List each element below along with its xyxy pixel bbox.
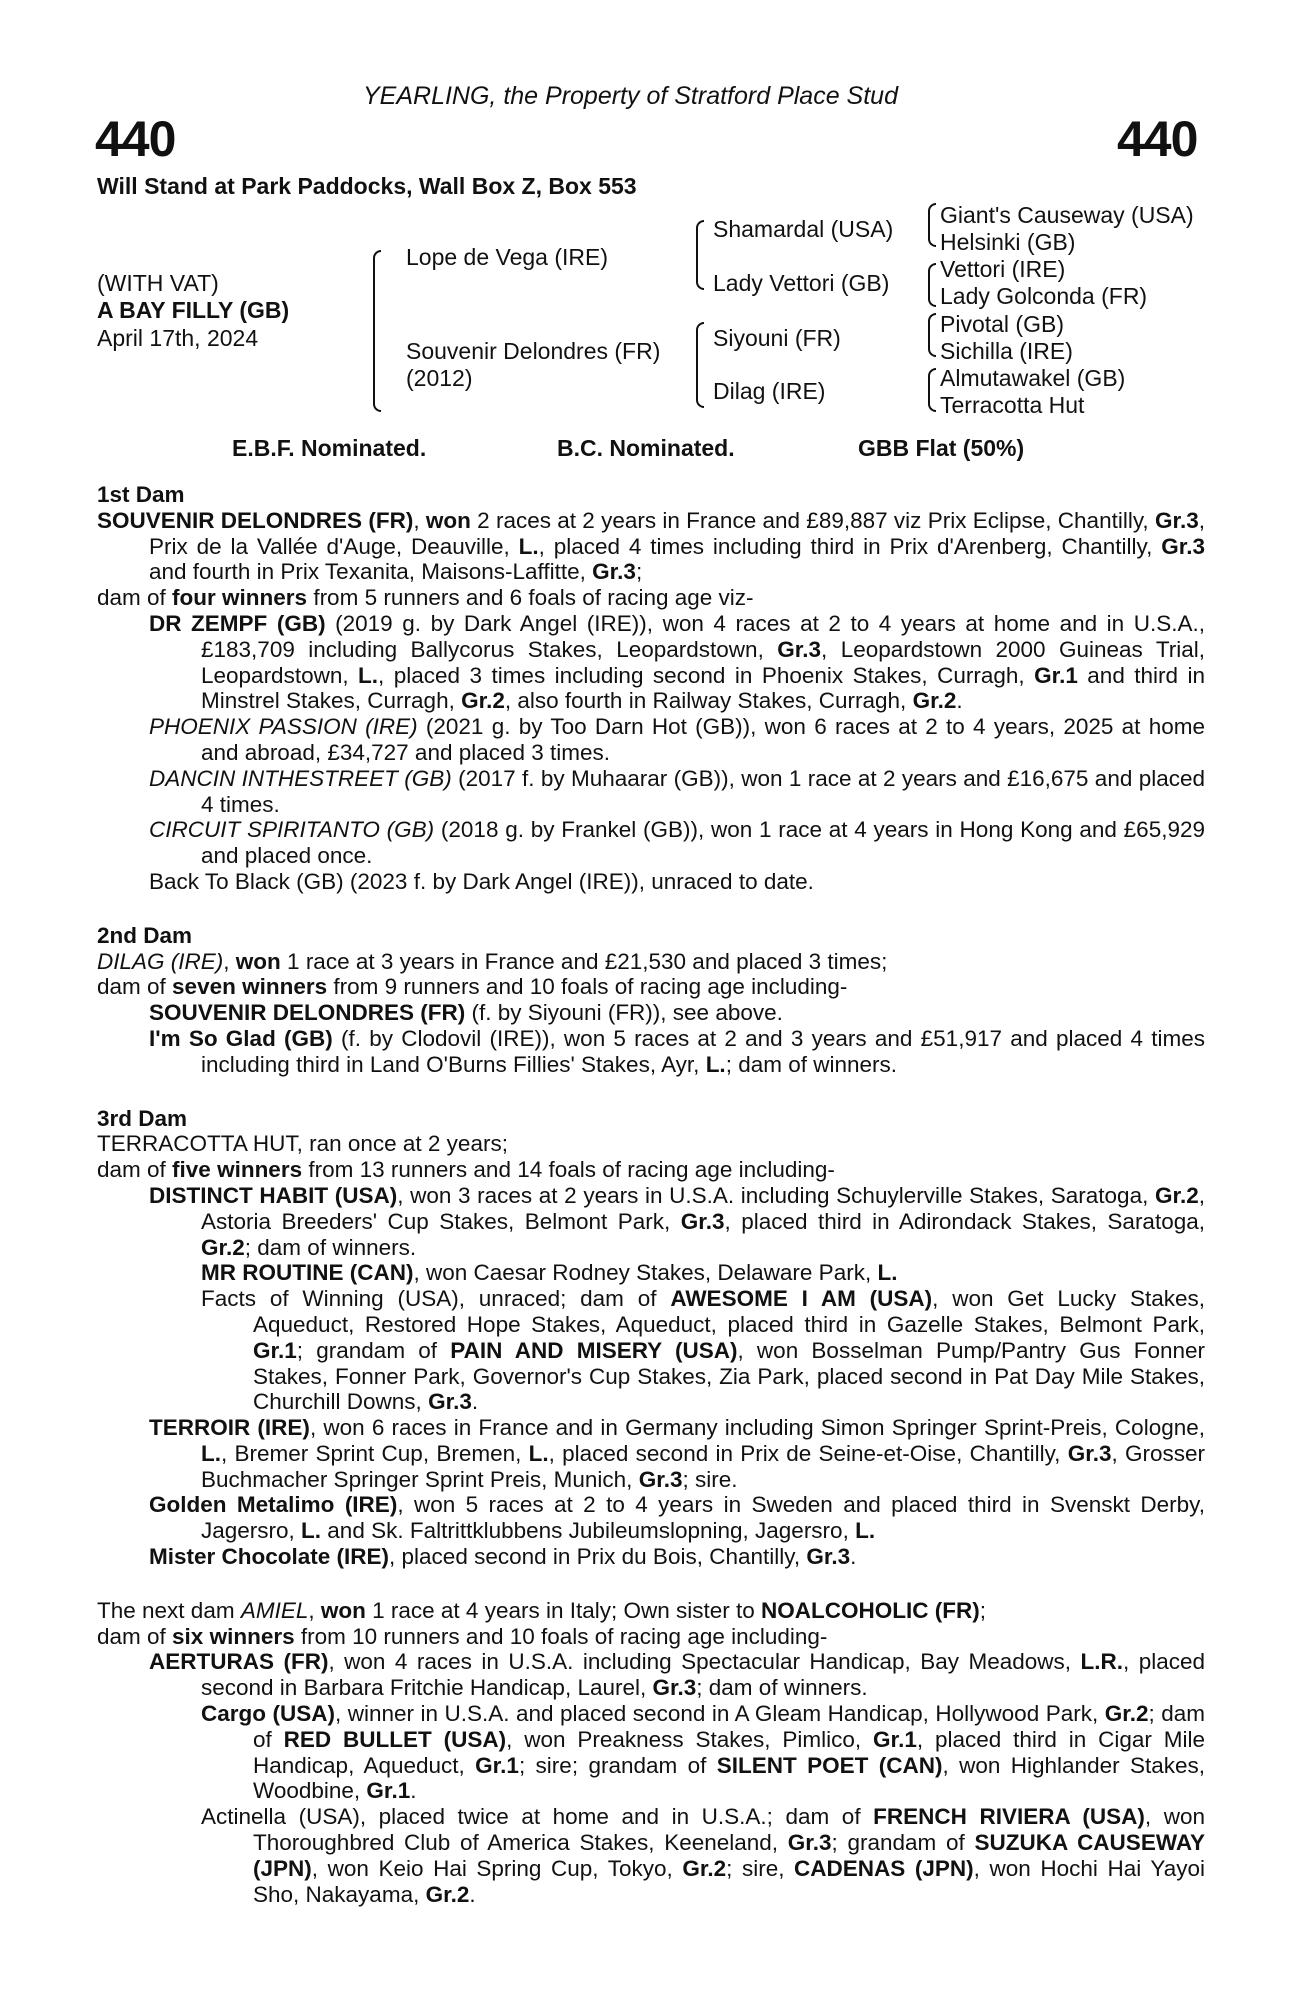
dd-dam: Terracotta Hut	[940, 392, 1085, 418]
produce-golden-metalimo: Golden Metalimo (IRE), won 5 races at 2 to 4 years in Sweden and placed third in Svenskt Derby, Jagersro, L. and Sk. Faltrittklubbens Jubileumslopning, Jagersro, L.	[149, 1492, 1205, 1544]
produce-souvenir-delondres: SOUVENIR DELONDRES (FR) (f. by Siyouni (FR)), see above.	[149, 1000, 783, 1026]
lot-number-left: 440	[95, 111, 176, 167]
produce-mister-chocolate: Mister Chocolate (IRE), placed second in Prix du Bois, Chantilly, Gr.3.	[149, 1544, 857, 1570]
third-dam-produce-summary: dam of five winners from 13 runners and 14 foals of racing age including-	[97, 1157, 835, 1183]
produce-dr-zempf: DR ZEMPF (GB) (2019 g. by Dark Angel (IRE)), won 4 races at 2 to 4 years at home and in U.S.A., £183,709 including Ballycorus Stakes, Leopardstown, Gr.3, Leopardstown 2000 Guineas Trial, Leopardstown, L., placed 3 times including second in Phoenix Stakes, Curragh, Gr.1 and third in Minstrel Stakes, Curragh, Gr.2, also fourth in Railway Stakes, Curragh, Gr.2.	[149, 610, 1205, 714]
next-dam-entry: The next dam AMIEL, won 1 race at 4 years in Italy; Own sister to NOALCOHOLIC (FR);	[97, 1597, 987, 1623]
lot-number-right: 440	[1117, 111, 1198, 167]
ss-dam: Helsinki (GB)	[940, 229, 1076, 255]
ebf-nominated: E.B.F. Nominated.	[232, 435, 427, 461]
ss-sire: Giant's Causeway (USA)	[940, 202, 1194, 228]
dam: Souvenir Delondres (FR)	[406, 338, 661, 364]
pedigree-brace-dd	[928, 368, 936, 412]
produce-dancin-inthestreet: DANCIN INTHESTREET (GB) (2017 f. by Muhaarar (GB)), won 1 race at 2 years and £16,675 and placed 4 times.	[149, 765, 1206, 817]
produce-facts-of-winning: Facts of Winning (USA), unraced; dam of AWESOME I AM (USA), won Get Lucky Stakes, Aqueduct, Restored Hope Stakes, Aqueduct, placed third in Gazelle Stakes, Belmont Park, Gr.1; grandam of PAIN AND MISERY (USA), won Bosselman Pump/Pantry Gus Fonner Stakes, Fonner Park, Governor's Cup Stakes, Zia Park, placed second in Pat Day Mile Stakes, Churchill Downs, Gr.3.	[201, 1286, 1206, 1415]
produce-circuit-spiritanto: CIRCUIT SPIRITANTO (GB) (2018 g. by Frankel (GB)), won 1 race at 4 years in Hong Kong and £65,929 and placed once.	[149, 817, 1205, 869]
produce-actinella: Actinella (USA), placed twice at home and in U.S.A.; dam of FRENCH RIVIERA (USA), won Thoroughbred Club of America Stakes, Keeneland, Gr.3; grandam of SUZUKA CAUSEWAY (JPN), won Keio Hai Spring Cup, Tokyo, Gr.2; sire, CADENAS (JPN), won Hochi Hai Yayoi Sho, Nakayama, Gr.2.	[201, 1804, 1206, 1907]
gbb-flat: GBB Flat (50%)	[858, 435, 1025, 461]
first-dam-heading: 1st Dam	[97, 482, 185, 507]
first-dam-produce-summary: dam of four winners from 5 runners and 6 foals of racing age viz-	[97, 585, 754, 611]
catalogue-body	[97, 482, 1205, 1907]
first-dam-entry: SOUVENIR DELONDRES (FR), won 2 races at 2 years in France and £89,887 viz Prix Eclipse, Chantilly, Gr.3, Prix de la Vallée d'Auge, Deauville, L., placed 4 times including third in Prix d'Arenberg, Chantilly, Gr.3 and fourth in Prix Texanita, Maisons-Laffitte, Gr.3;	[97, 507, 1205, 585]
pedigree-brace-dam	[696, 322, 704, 408]
third-dam-entry: TERRACOTTA HUT, ran once at 2 years;	[97, 1131, 508, 1157]
dam-dam: Dilag (IRE)	[713, 378, 826, 404]
second-dam-produce-summary: dam of seven winners from 9 runners and 10 foals of racing age including-	[97, 974, 848, 1000]
bc-nominated: B.C. Nominated.	[557, 435, 735, 461]
property-title: YEARLING, the Property of Stratford Place Stud	[363, 82, 898, 110]
filly-name: A BAY FILLY (GB)	[97, 297, 290, 323]
third-dam-heading: 3rd Dam	[97, 1105, 188, 1131]
next-dam-produce-summary: dam of six winners from 10 runners and 10 foals of racing age including-	[97, 1623, 828, 1649]
produce-terroir: TERROIR (IRE), won 6 races in France and in Germany including Simon Springer Sprint-Preis, Cologne, L., Bremer Sprint Cup, Bremen, L., placed second in Prix de Seine-et-Oise, Chantilly, Gr.3, Grosser Buchmacher Springer Sprint Preis, Munich, Gr.3; sire.	[149, 1415, 1205, 1492]
pedigree-brace-sire	[696, 220, 704, 290]
produce-mr-routine: MR ROUTINE (CAN), won Caesar Rodney Stakes, Delaware Park, L.	[201, 1260, 898, 1286]
ds-dam: Sichilla (IRE)	[940, 338, 1073, 364]
pedigree-brace-sd	[928, 263, 936, 307]
second-dam-entry: DILAG (IRE), won 1 race at 3 years in France and £21,530 and placed 3 times;	[97, 948, 888, 974]
pedigree-brace-ss	[928, 203, 936, 247]
sire-dam: Lady Vettori (GB)	[713, 270, 890, 296]
produce-aerturas: AERTURAS (FR), won 4 races in U.S.A. including Spectacular Handicap, Bay Meadows, L.R., placed second in Barbara Fritchie Handicap, Laurel, Gr.3; dam of winners.	[149, 1649, 1205, 1701]
sire: Lope de Vega (IRE)	[406, 244, 609, 270]
produce-back-to-black: Back To Black (GB) (2023 f. by Dark Angel (IRE)), unraced to date.	[149, 868, 814, 894]
dd-sire: Almutawakel (GB)	[940, 365, 1126, 391]
sd-dam: Lady Golconda (FR)	[940, 283, 1148, 309]
produce-distinct-habit: DISTINCT HABIT (USA), won 3 races at 2 years in U.S.A. including Schuylerville Stakes, Saratoga, Gr.2, Astoria Breeders' Cup Stakes, Belmont Park, Gr.3, placed third in Adirondack Stakes, Saratoga, Gr.2; dam of winners.	[149, 1182, 1206, 1260]
second-dam-heading: 2nd Dam	[97, 922, 193, 948]
first-dam-name: SOUVENIR DELONDRES (FR)	[97, 507, 414, 533]
pedigree-brace-main	[373, 250, 381, 412]
produce-cargo: Cargo (USA), winner in U.S.A. and placed second in A Gleam Handicap, Hollywood Park, Gr.2; dam of RED BULLET (USA), won Preakness Stakes, Pimlico, Gr.1, placed third in Cigar Mile Handicap, Aqueduct, Gr.1; sire; grandam of SILENT POET (CAN), won Highlander Stakes, Woodbine, Gr.1.	[201, 1701, 1205, 1804]
pedigree-brace-ds	[928, 313, 936, 357]
ds-sire: Pivotal (GB)	[940, 311, 1064, 337]
stand-location: Will Stand at Park Paddocks, Wall Box Z, Box 553	[97, 173, 637, 199]
vat-note: (WITH VAT)	[97, 270, 219, 296]
produce-im-so-glad: I'm So Glad (GB) (f. by Clodovil (IRE)), won 5 races at 2 and 3 years and £51,917 and placed 4 times including third in Land O'Burns Fillies' Stakes, Ayr, L.; dam of winners.	[149, 1025, 1205, 1077]
sd-sire: Vettori (IRE)	[940, 256, 1066, 282]
dam-year: (2012)	[406, 365, 473, 391]
filly-dob: April 17th, 2024	[97, 325, 259, 351]
produce-phoenix-passion: PHOENIX PASSION (IRE) (2021 g. by Too Darn Hot (GB)), won 6 races at 2 to 4 years, 2025 at home and abroad, £34,727 and placed 3 times.	[149, 714, 1205, 765]
dam-sire: Siyouni (FR)	[713, 325, 841, 351]
sire-sire: Shamardal (USA)	[713, 216, 894, 242]
